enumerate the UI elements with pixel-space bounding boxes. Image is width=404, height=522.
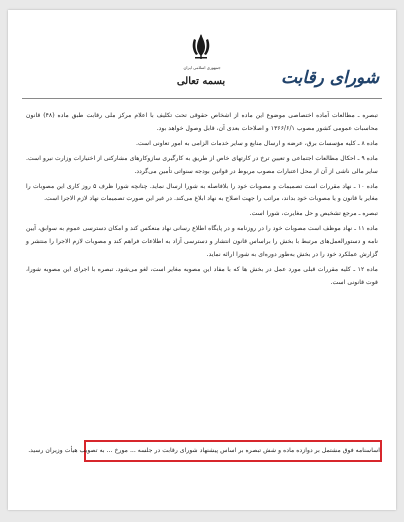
paragraph-article-9: ماده ۹ ـ احکال مطالعات اجتماعی و تعیین ترخ در کارتهای خاص از طریق به کارگیری سازوکارهای مشارکتی از اختیارات وزارت نیرو است. سایر مالی ناشی از آن از محل اعتبارات مصوب مربوط در قوانین بودجه سنواتی تأمین می‌گردد.: [26, 154, 378, 175]
paragraph-article-10: ماده ۱۰ ـ نهاد مقررات است تصمیمات و مصوبات خود را بلافاصله به شورا ارسال نماید. چنانچه شورا ظرف ۵ روز کاری این مصوبات را مغایر با قانون و یا مصوبات خود بداند، مراتب را جهت اصلاح به نهاد ابلاغ می‌کند. در غیر این صورت تصمیمات نهاد لازم الاجرا است.: [26, 182, 378, 203]
paragraph-note-1: تبصره ـ مطالعات آماده اختصاصی موضوع این ماده از اشخاص حقوقی تحت تکلیف با اعلام مرکز ملی رقابت طبق ماده (۴۸) قانون محاسبات عمومی کشور مصوب ۱۳۶۶/۶/۱ و اصلاحات بعدی آن، قابل وصول خواهد بود.: [26, 112, 379, 132]
bismillah-heading: بسمه تعالی: [176, 76, 226, 87]
competition-council-logo-title: شورای رقابت: [280, 68, 380, 88]
paragraph-article-11: ماده ۱۱ ـ نهاد موظف است مصوبات خود را در روزنامه و در پایگاه اطلاع رسانی نهاد منعکس کند و امکان دسترسی عموم به سوابق، آیین نامه و دستورالعمل‌های مرتبط با بخش را براساس قانون انتشار و دسترسی آزاد به اطلاعات فراهم کند و مصوبات لازم الاجرا را منتشر و گزارش عملکرد خود را در بخش به‌طور دوره‌ای به شورا ارائه نماید.: [26, 225, 378, 259]
header-divider: [22, 98, 382, 99]
iran-emblem-icon: [190, 32, 212, 60]
letterhead: [8, 10, 396, 98]
paragraph-article-8: ماده ۸ ـ کلیه مؤسسات برق، عرضه و ارسال منابع و سایر خدمات الزامی به امور تعاونی است.: [135, 139, 378, 147]
emblem-caption: جمهوری اسلامی ایران: [183, 65, 221, 70]
paragraph-note-2: تبصره ـ مرجع تشخیص و حل مغایرت، شورا است.: [249, 210, 378, 218]
document-body: [26, 110, 378, 292]
paragraph-article-12: ماده ۱۲ ـ کلیه مقررات قبلی مورد عمل در بخش ها که با مفاد این مصوبه مغایر است، لغو می‌شود. تبصره با اجرای این مصوبه شورا، قوت قانونی است.: [26, 265, 378, 286]
highlighted-approval-note: اساسنامه فوق مشتمل بر دوازده ماده و شش تبصره بر اساس پیشنهاد شورای رقابت در جلسه ... مورخ ... به تصویب هیأت وزیران رسید.: [84, 440, 382, 462]
document-page: [8, 10, 396, 510]
